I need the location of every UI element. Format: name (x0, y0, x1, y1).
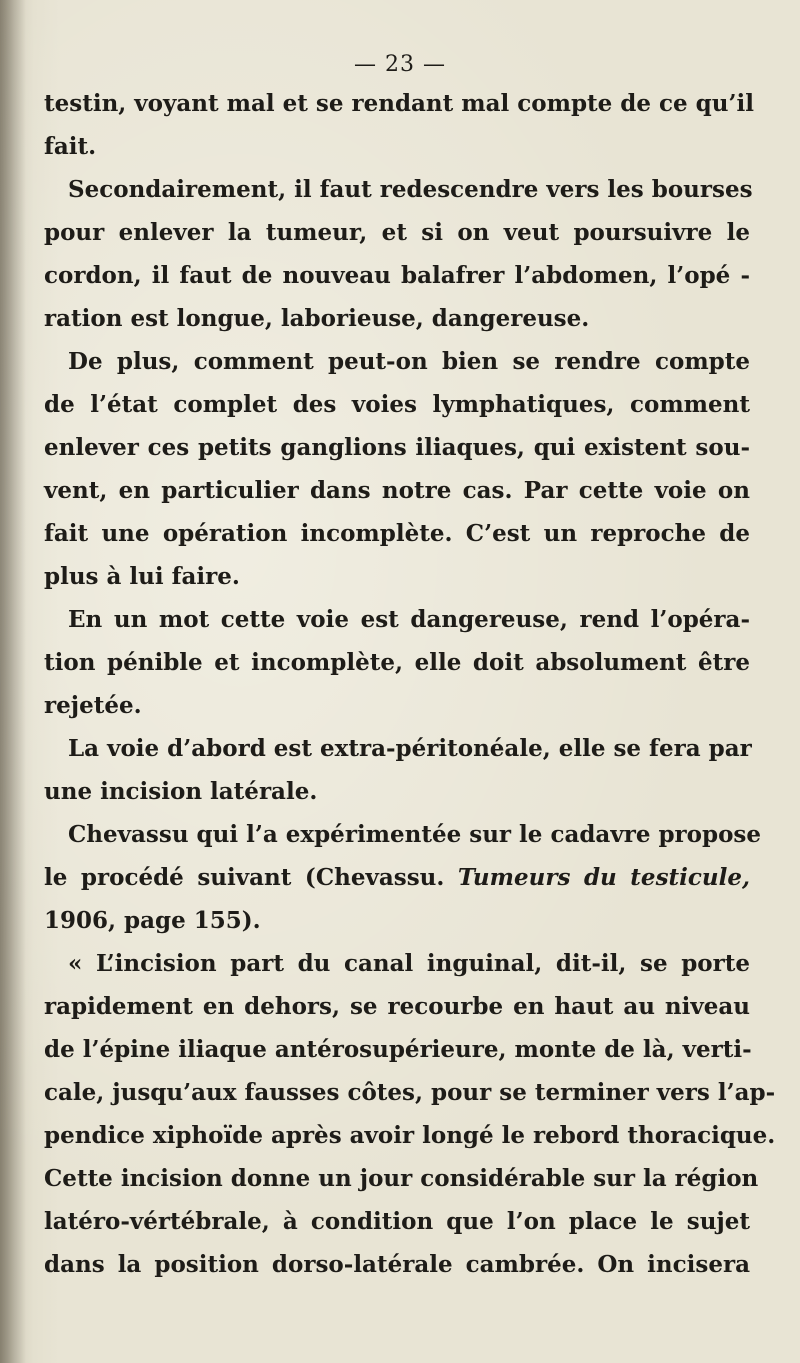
page-number: — 23 — (354, 52, 446, 77)
text-line: ration est longue, laborieuse, dangereuse. (44, 305, 590, 332)
text-line: testin, voyant mal et se rendant mal compte de ce qu’il (44, 90, 754, 117)
text-line: latéro-vértébrale, à condition que l’on place le sujet (44, 1208, 750, 1235)
text-segment: le procédé suivant (Chevassu. (44, 864, 458, 891)
text-line: de l’état complet des voies lymphatiques, comment (44, 391, 750, 418)
text-line: tion pénible et incomplète, elle doit absolument être (44, 649, 750, 676)
text-line: 1906, page 155). (44, 907, 261, 934)
body-text (44, 82, 776, 1286)
text-line: pour enlever la tumeur, et si on veut poursuivre le (44, 219, 750, 246)
text-line (44, 856, 750, 899)
spine-shadow (0, 0, 26, 1363)
text-line: une incision latérale. (44, 778, 318, 805)
text-line: enlever ces petits ganglions iliaques, qui existent sou- (44, 434, 750, 461)
text-line: fait. (44, 133, 97, 160)
text-line: rapidement en dehors, se recourbe en haut au niveau (44, 993, 750, 1020)
text-line: La voie d’abord est extra-péritonéale, elle se fera par (68, 735, 752, 762)
text-line: Secondairement, il faut redescendre vers les bourses (68, 176, 753, 203)
text-line: Chevassu qui l’a expérimentée sur le cadavre propose (68, 821, 761, 848)
text-line: vent, en particulier dans notre cas. Par cette voie on (44, 477, 750, 504)
text-line: rejetée. (44, 692, 142, 719)
text-line: cordon, il faut de nouveau balafrer l’abdomen, l’opé - (44, 262, 750, 289)
text-line: « L’incision part du canal inguinal, dit-il, se porte (68, 950, 750, 977)
text-line: de l’épine iliaque antérosupérieure, monte de là, verti- (44, 1036, 752, 1063)
text-line: cale, jusqu’aux fausses côtes, pour se terminer vers l’ap- (44, 1079, 776, 1106)
text-line: pendice xiphoïde après avoir longé le rebord thoracique. (44, 1122, 776, 1149)
text-line: fait une opération incomplète. C’est un reproche de (44, 520, 750, 547)
text-line: En un mot cette voie est dangereuse, rend l’opéra- (68, 606, 750, 633)
text-line: dans la position dorso-latérale cambrée. On incisera (44, 1251, 750, 1278)
italic-segment: Tumeurs du testicule, (457, 864, 750, 891)
text-line: Cette incision donne un jour considérable sur la région (44, 1165, 759, 1192)
text-line: De plus, comment peut-on bien se rendre compte (68, 348, 750, 375)
text-line: plus à lui faire. (44, 563, 240, 590)
